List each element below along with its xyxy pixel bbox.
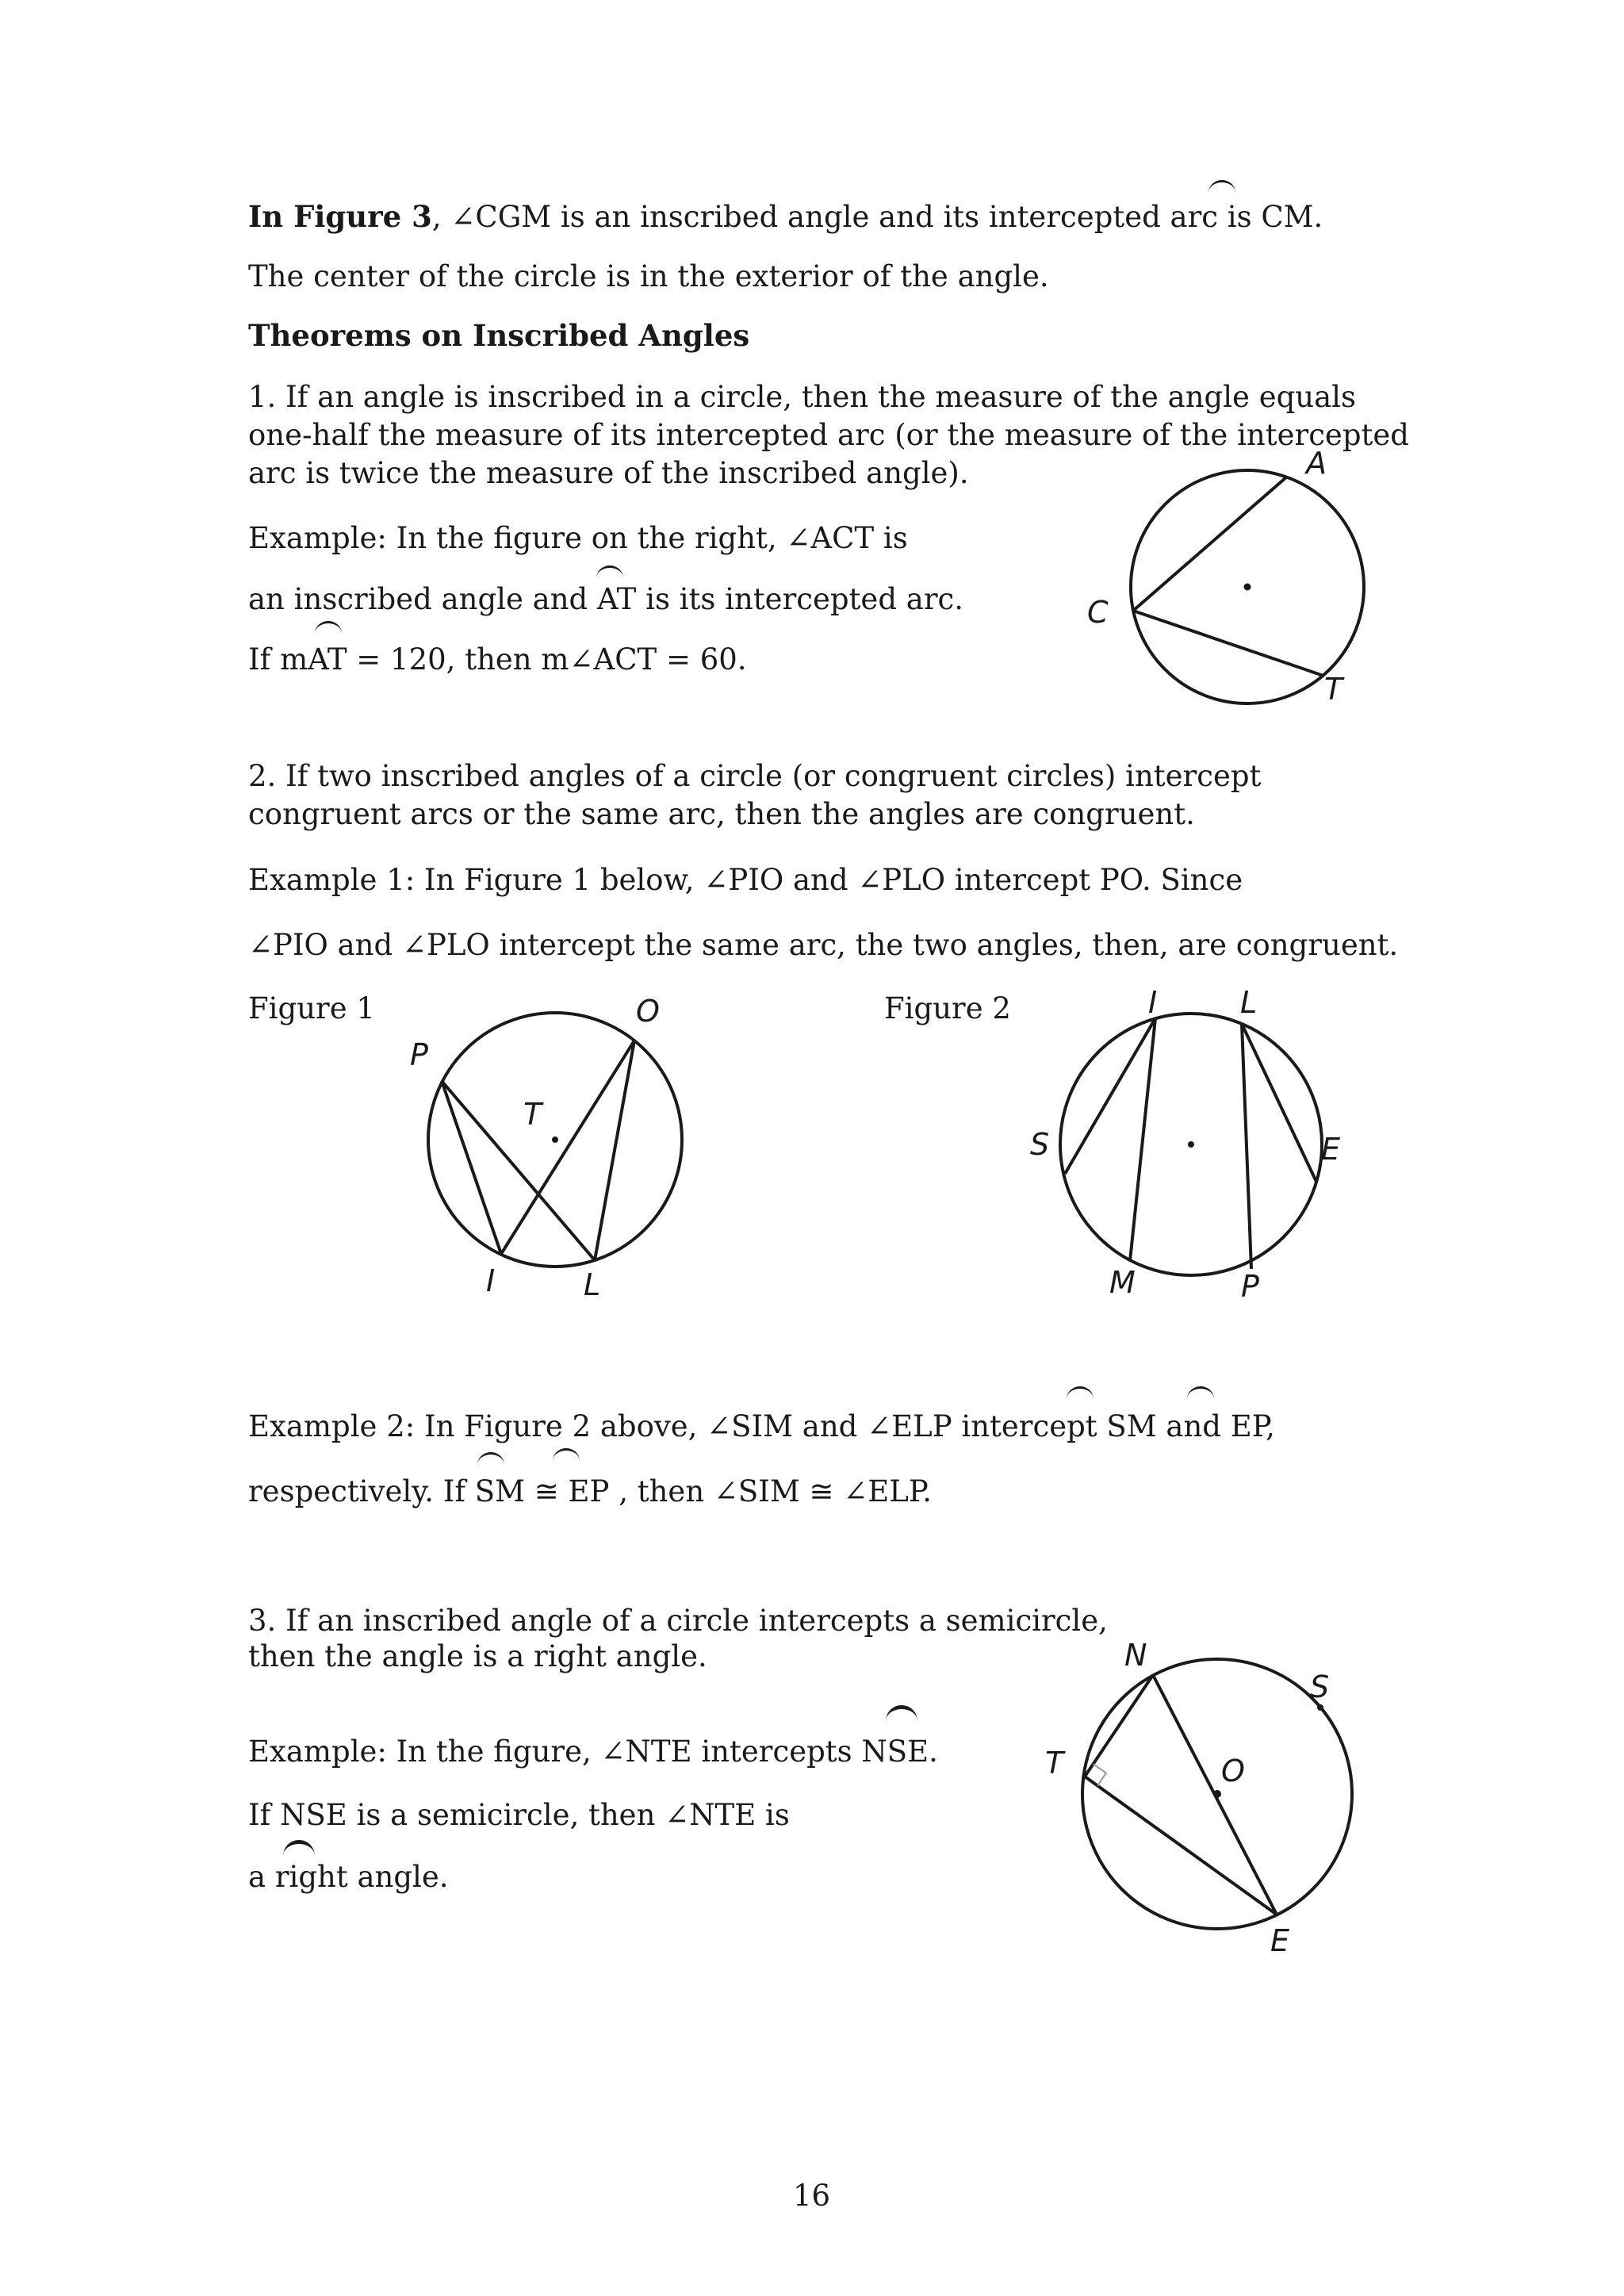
arc-mark-ep-2 (553, 1448, 580, 1461)
figure2-title: Figure 2 (884, 991, 1011, 1025)
theorem1-line-1: 1. If an angle is inscribed in a circle, then the measure of the angle equals (248, 380, 1357, 414)
arc-mark-ep (1187, 1386, 1214, 1399)
label-s: S (1030, 1127, 1050, 1162)
figure3-rest: , ∠CGM is an inscribed angle and its intercepted arc is CM. (431, 200, 1323, 234)
chord-pl (442, 1081, 595, 1260)
figure3-sentence (248, 198, 1323, 236)
label-e: E (1270, 1923, 1290, 1958)
arc-mark-at (596, 565, 623, 578)
theorem2-example2-1: Example 2: In Figure 2 above, ∠SIM and ∠ELP intercept SM and EP, (248, 1409, 1275, 1443)
center-point-t (552, 1137, 558, 1143)
arc-mark-nse-2 (283, 1840, 315, 1856)
figure-1-diagram (396, 983, 714, 1317)
center-point (1244, 584, 1251, 591)
theorem3-example-2: If NSE is a semicircle, then ∠NTE is (248, 1798, 790, 1832)
label-o: O (636, 994, 660, 1029)
chord-pi (442, 1081, 501, 1254)
label-m: M (1109, 1265, 1136, 1300)
chord-te (1085, 1777, 1277, 1915)
theorem2-example1-2: ∠PIO and ∠PLO intercept the same arc, the two angles, then, are congruent. (248, 928, 1399, 962)
label-e: E (1321, 1132, 1341, 1167)
label-a: A (1306, 446, 1327, 481)
theorem1-line-2: one-half the measure of its intercepted arc (or the measure of the intercepted (248, 418, 1409, 452)
label-n: N (1124, 1638, 1147, 1673)
label-i: I (1148, 985, 1158, 1020)
figure3-label: In Figure 3 (248, 199, 432, 234)
theorems-heading: Theorems on Inscribed Angles (248, 318, 750, 353)
theorem2-example2-2: respectively. If SM ≅ EP , then ∠SIM ≅ ∠ELP. (248, 1474, 933, 1508)
point-s (1317, 1704, 1323, 1711)
center-point (1188, 1141, 1194, 1148)
theorem1-example-2: an inscribed angle and AT is its intercepted arc. (248, 582, 964, 616)
theorem2-line-1: 2. If two inscribed angles of a circle (or congruent circles) intercept (248, 759, 1262, 793)
chord-tn (1085, 1675, 1153, 1777)
label-i: I (486, 1263, 496, 1298)
label-t: T (1324, 672, 1343, 707)
label-o: O (1221, 1754, 1245, 1788)
theorem1-example-3: If mAT = 120, then m∠ACT = 60. (248, 642, 747, 677)
arc-mark-nse (886, 1705, 917, 1721)
label-t: T (523, 1097, 542, 1132)
chord-lp (1242, 1024, 1251, 1269)
theorem2-example1-1: Example 1: In Figure 1 below, ∠PIO and ∠PLO intercept PO. Since (248, 863, 1243, 897)
page-number: 16 (793, 2179, 831, 2213)
figure-nte-diagram (1023, 1634, 1380, 1967)
label-c: C (1087, 595, 1109, 630)
theorem3-line-1: 3. If an inscribed angle of a circle intercepts a semicircle, (248, 1604, 1108, 1638)
label-p: P (1241, 1269, 1259, 1304)
arc-mark-sm (1067, 1386, 1094, 1399)
figure-2-diagram (1015, 983, 1348, 1317)
label-t: T (1045, 1746, 1064, 1780)
chord-ca (1133, 477, 1287, 611)
theorem3-example-1: Example: In the figure, ∠NTE intercepts NSE. (248, 1734, 938, 1769)
label-s: S (1310, 1669, 1330, 1704)
theorem3-line-2: then the angle is a right angle. (248, 1639, 707, 1673)
center-point-o (1213, 1790, 1221, 1798)
figure1-title: Figure 1 (248, 991, 375, 1025)
arc-mark-cm (1208, 180, 1235, 193)
center-note: The center of the circle is in the exterior of the angle. (248, 259, 1049, 293)
label-p: P (410, 1037, 428, 1072)
label-l: L (1240, 985, 1258, 1020)
figure-act-diagram (1031, 444, 1396, 714)
label-l: L (584, 1267, 601, 1302)
theorem3-example-3: a right angle. (248, 1860, 449, 1894)
theorem1-example-1: Example: In the figure on the right, ∠ACT is (248, 521, 908, 555)
arc-mark-sm-2 (477, 1452, 504, 1465)
theorem2-line-2: congruent arcs or the same arc, then the angles are congruent. (248, 797, 1195, 831)
theorem1-line-3: arc is twice the measure of the inscribed angle). (248, 456, 969, 490)
arc-mark-mat (315, 621, 342, 634)
